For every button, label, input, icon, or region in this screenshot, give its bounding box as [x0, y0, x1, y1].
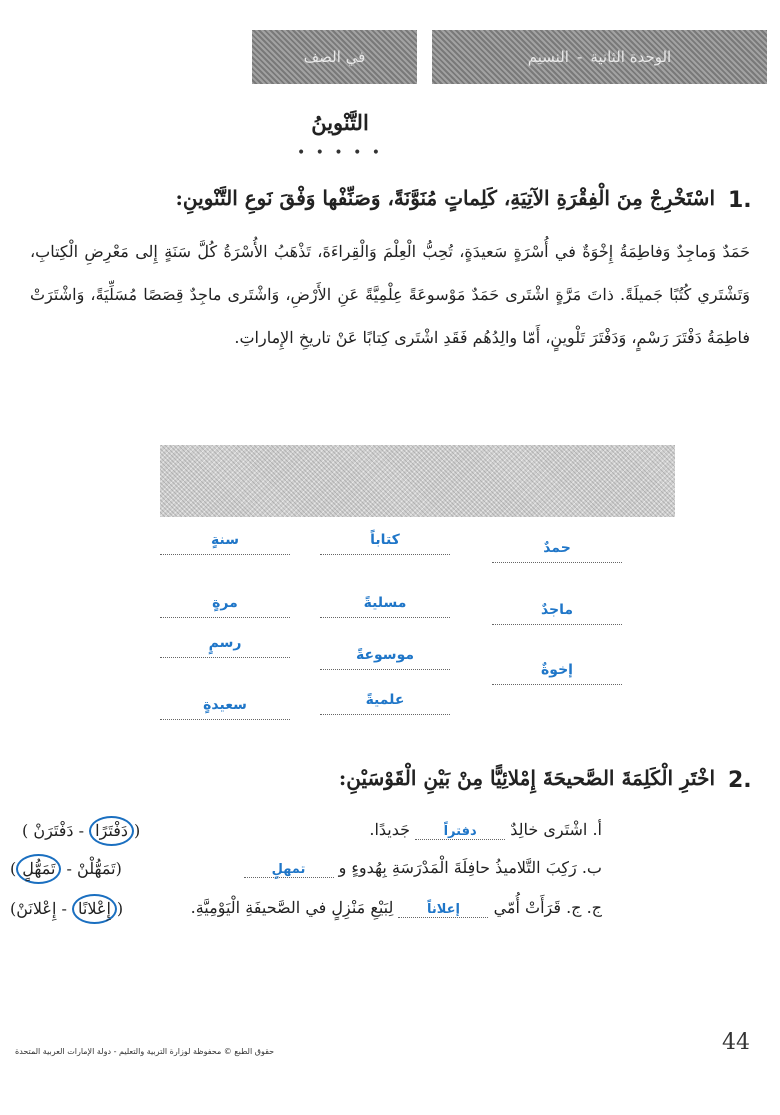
- answer-middle-1[interactable]: كتاباً: [320, 530, 450, 555]
- q2-item-b-options: [10, 854, 122, 884]
- page-number: 44: [722, 1030, 750, 1055]
- answer-right-2[interactable]: ماجدٌ: [492, 600, 622, 625]
- unit-name: النسيم: [527, 48, 569, 66]
- q2-item-c-answer[interactable]: إعلاناً: [398, 902, 488, 918]
- q2-item-c-option-other[interactable]: إِعْلانَنْ: [16, 899, 57, 918]
- answer-left-2[interactable]: مرةٍ: [160, 593, 290, 618]
- answer-left-1[interactable]: سنةٍ: [160, 530, 290, 555]
- q2-item-b-close: ): [10, 859, 17, 878]
- class-tab: [252, 30, 417, 84]
- q2-prompt: اخْتَرِ الْكَلِمَةَ الصَّحيحَةَ إِمْلائِيًّا مِنْ بَيْنِ الْقَوْسَيْنِ:: [338, 766, 715, 790]
- q2-item-a-option-correct[interactable]: دَفْتَرًا: [89, 816, 134, 846]
- q1-paragraph: حَمَدٌ وَماجِدٌ وَفاطِمَةُ إِخْوَةٌ في أُسْرَةٍ سَعيدَةٍ، تُحِبُّ الْعِلْمَ وَالْقِراءَةَ، تَذْهَبُ الأُسْرَةُ كُلَّ سَنَةٍ إِلى مَعْرِضِ الْكِتابِ، وَتَشْتَري كُتُبًا جَميلَةً. ذاتَ مَرَّةٍ اشْتَرى حَمَدٌ مَوْسوعَةً عِلْمِيَّةً عَنِ الأَرْضِ، وَاشْتَرى ماجِدٌ قِصَصًا مُسَلِّيَةً، وَاشْتَرَتْ فاطِمَةُ دَفْتَرَ رَسْمٍ، وَدَفْتَرَ تَلْوينٍ، أَمّا والِدُهُم فَقَدِ اشْتَرى كِتابًا عَنْ تاريخِ الإِماراتِ.: [30, 242, 750, 347]
- q2-item-c-close: ): [10, 899, 17, 918]
- title-stars: • • • • •: [296, 145, 384, 161]
- q2-number: 2.: [728, 768, 752, 793]
- unit-separator: -: [576, 48, 583, 66]
- q2-item-a-dash: -: [78, 821, 85, 840]
- q1-prompt: اسْتَخْرِجْ مِنَ الْفِقْرَةِ الآتِيَةِ، كَلِماتٍ مُنَوَّنَةً، وَصَنِّفْها وَفْقَ نَوعِ التَّنْوينِ:: [175, 186, 715, 210]
- q1-number: 1.: [728, 188, 752, 213]
- q2-item-b: [244, 858, 603, 878]
- class-label: في الصف: [303, 48, 366, 66]
- q2-item-a-letter: أ.: [592, 820, 602, 839]
- unit-label: الوحدة الثانية: [590, 48, 672, 66]
- q2-item-c-letter: ج. ج.: [566, 898, 602, 917]
- answer-middle-3[interactable]: موسوعةً: [320, 645, 450, 670]
- answer-right-3[interactable]: إخوةٌ: [492, 660, 622, 685]
- q2-item-b-option-correct[interactable]: تَمَهُّلٍ: [16, 854, 61, 884]
- q2-item-c: [191, 898, 602, 918]
- page-title: التَّنْوينُ: [311, 110, 369, 135]
- q2-item-b-answer[interactable]: تمهلٍ: [244, 862, 334, 878]
- answer-middle-4[interactable]: علميةً: [320, 690, 450, 715]
- q2-item-c-before: قَرَأَتْ أُمّي: [493, 898, 561, 917]
- q2-item-c-after: لِبَيْعِ مَنْزِلٍ في الصَّحيفَةِ الْيَوْمِيَّةِ.: [190, 898, 394, 917]
- answer-left-3[interactable]: رسمٍ: [160, 633, 290, 658]
- q2-item-a-option-other[interactable]: دَفْتَرَنْ: [33, 821, 74, 840]
- q2-item-a-after: جَديدًا.: [369, 820, 411, 839]
- answer-left-4[interactable]: سعيدةٍ: [160, 695, 290, 720]
- q2-item-c-open: (: [116, 899, 124, 918]
- answer-right-1[interactable]: حمدٌ: [492, 538, 622, 563]
- q2-item-c-options: [10, 894, 123, 924]
- unit-tab: [432, 30, 767, 84]
- q2-item-a-answer[interactable]: دفتراً: [415, 824, 505, 840]
- q2-item-a-open: (: [134, 821, 141, 840]
- table-header-hatched: [160, 445, 675, 517]
- q2-item-b-before: رَكِبَ التَّلاميذُ حافِلَةَ الْمَدْرَسَةِ بِهُدوءٍ و: [338, 858, 577, 877]
- answer-middle-2[interactable]: مسليةً: [320, 593, 450, 618]
- q2-item-b-dash: -: [66, 859, 72, 878]
- copyright-note: حقوق الطبع © محفوظة لوزارة التربية والتعليم - دولة الإمارات العربية المتحدة: [15, 1047, 275, 1056]
- q2-item-b-open: (: [115, 859, 122, 878]
- q2-item-a: [369, 820, 602, 840]
- q2-item-c-dash: -: [61, 899, 67, 918]
- header-tabs: [252, 30, 767, 84]
- q2-item-c-option-correct[interactable]: إِعْلانًا: [72, 894, 117, 924]
- q2-item-b-letter: ب.: [581, 858, 602, 877]
- q2-item-b-option-other[interactable]: تَمَهُّلْنْ: [77, 859, 116, 878]
- q2-item-a-options: [22, 816, 140, 846]
- q2-item-a-before: اشْتَرى خالِدٌ: [510, 820, 588, 839]
- q2-item-a-close: ): [22, 821, 29, 840]
